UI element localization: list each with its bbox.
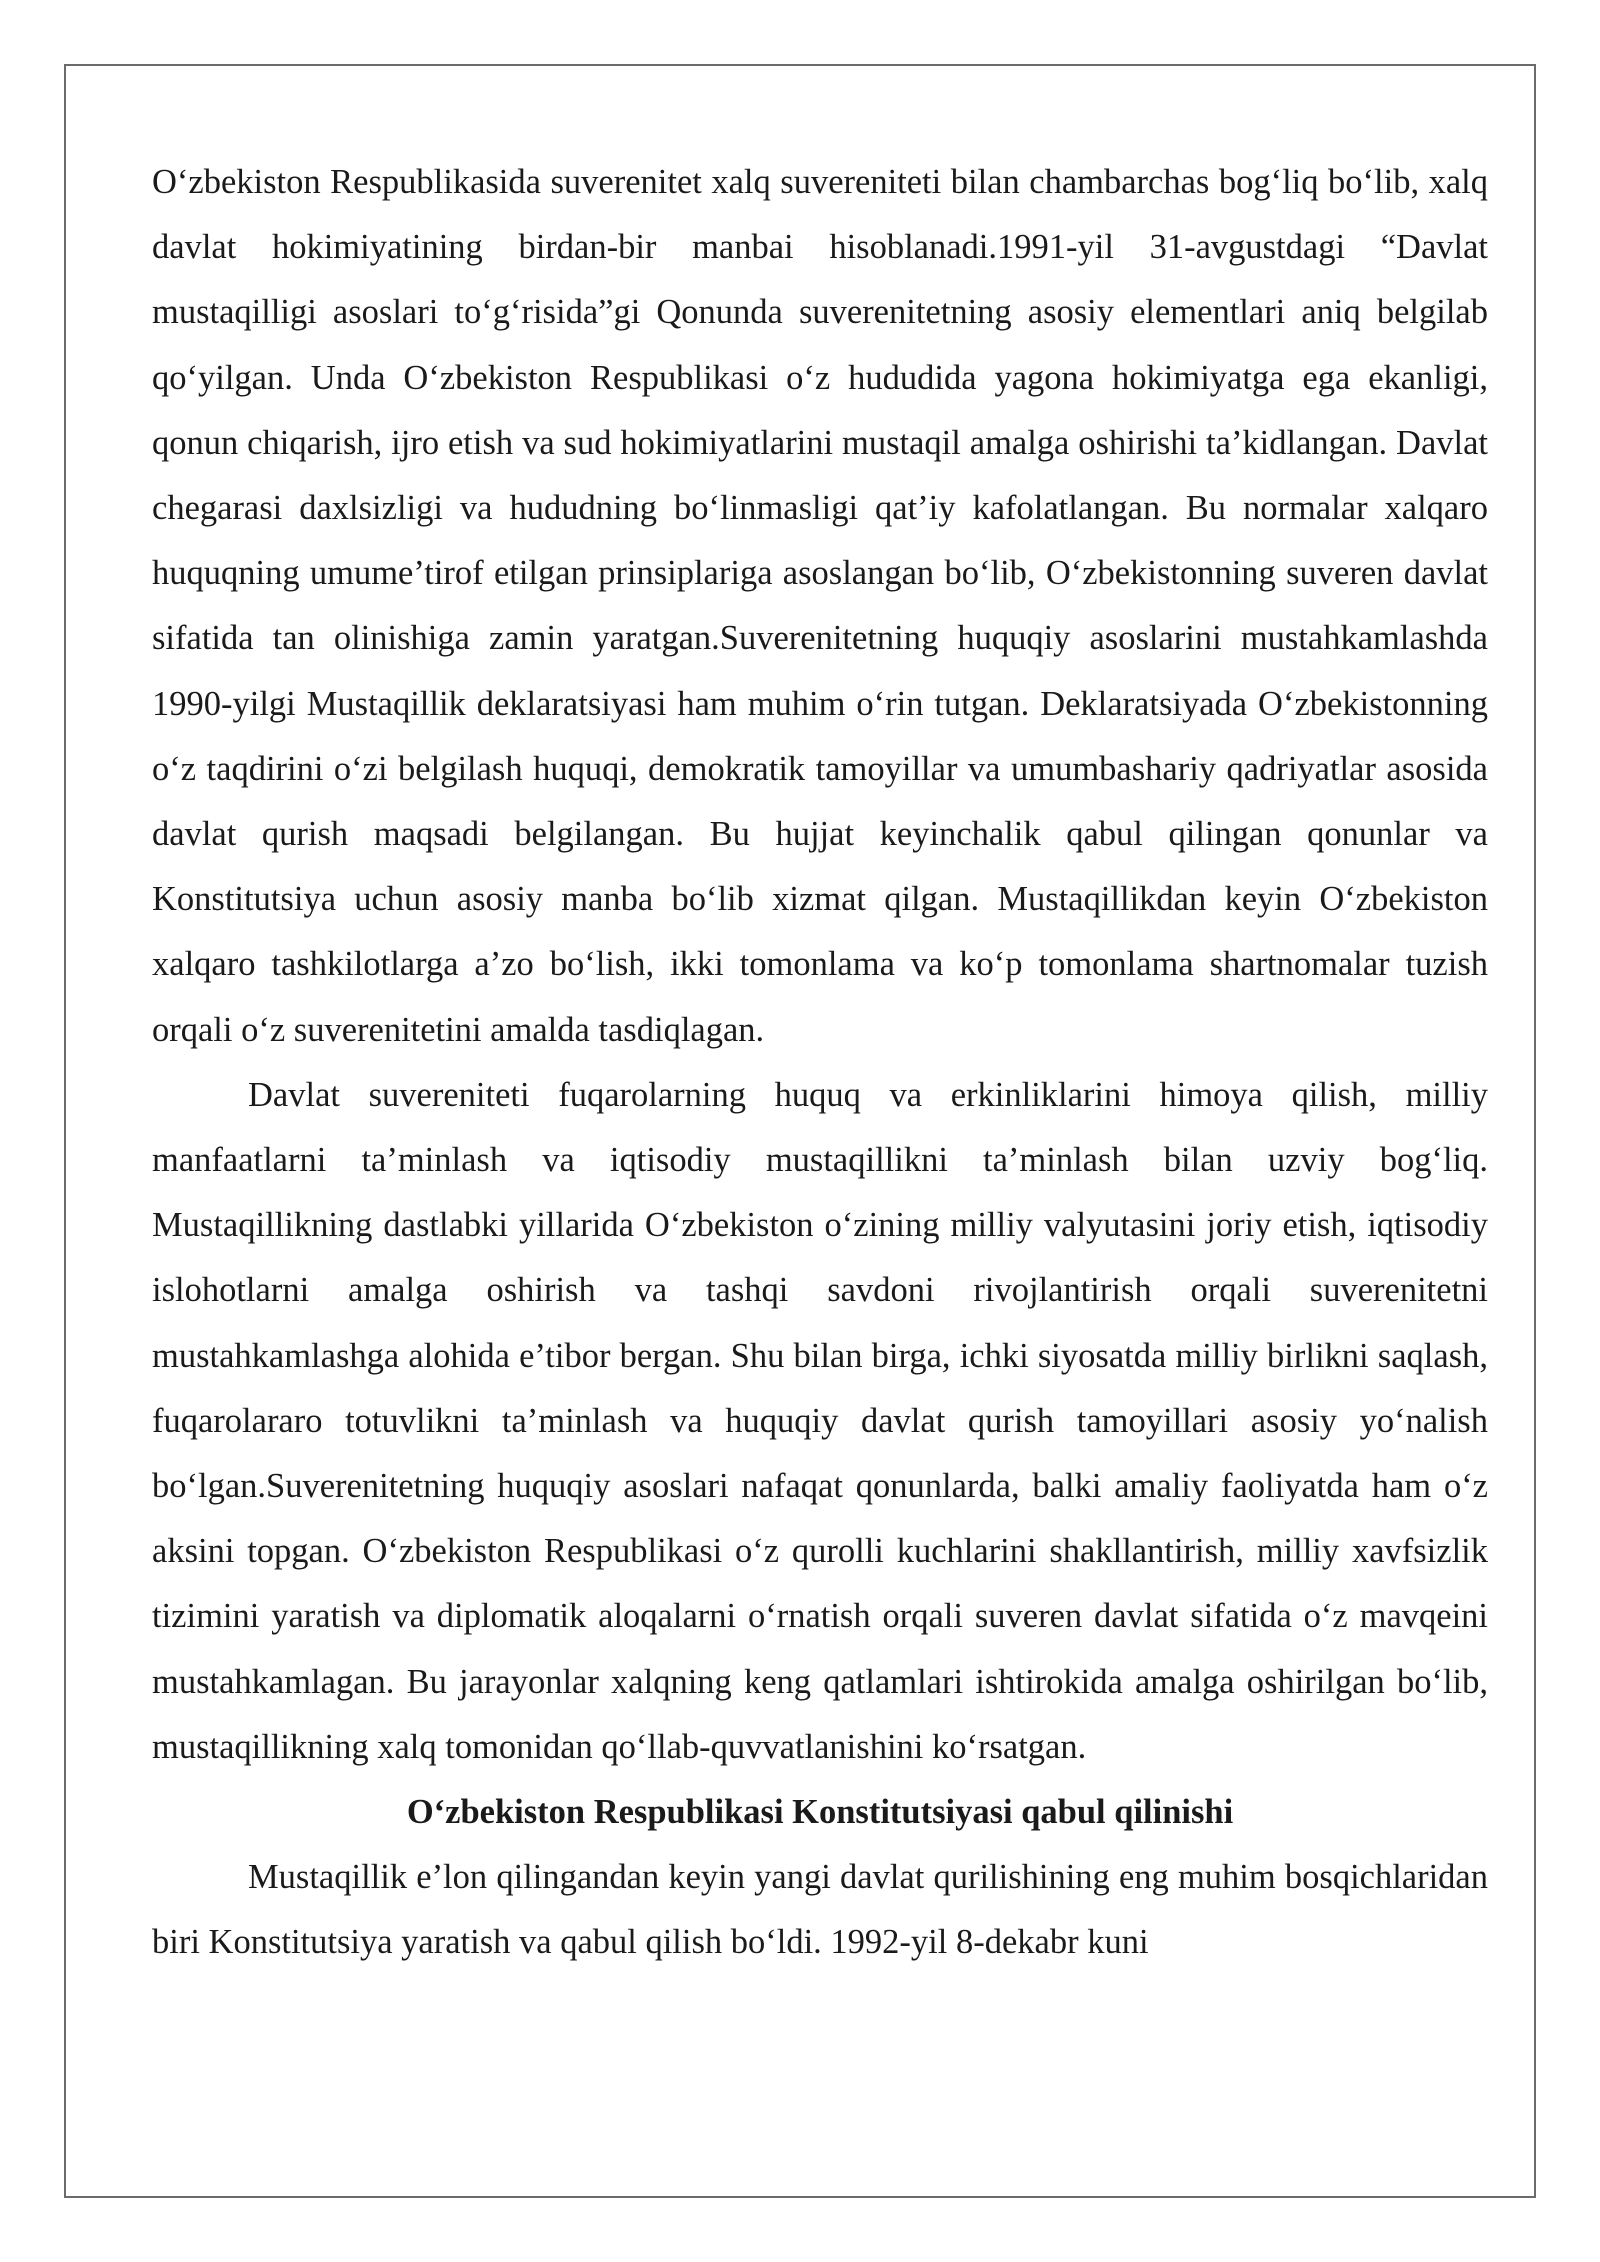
section-heading: O‘zbekiston Respublikasi Konstitutsiyasi qabul qilinishi [406, 1793, 1234, 1832]
paragraph-1: O‘zbekiston Respublikasida suverenitet xalq suvereniteti bilan chambarchas bog‘liq bo‘lib, xalq davlat hokimiyatining birdan-bir manbai hisoblanadi.1991-yil 31-avgustdagi “Davlat mustaqilligi asoslari to‘g‘risida”gi Qonunda suverenitetning asosiy elementlari aniq belgilab qo‘yilgan. Unda O‘zbekiston Respublikasi o‘z hududida yagona hokimiyatga ega ekanligi, qonun chiqarish, ijro etish va sud hokimiyatlarini mustaqil amalga oshirishi ta’kidlangan. Davlat chegarasi daxlsizligi va hududning bo‘linmasligi qat’iy kafolatlangan. Bu normalar xalqaro huquqning umume’tirof etilgan prinsiplariga asoslangan bo‘lib, O‘zbekistonning suveren davlat sifatida tan olinishiga zamin yaratgan.Suverenitetning huquqiy asoslarini mustahkamlashda 1990-yilgi Mustaqillik deklaratsiyasi ham muhim o‘rin tutgan. Deklaratsiyada O‘zbekistonning o‘z taqdirini o‘zi belgilash huquqi, demokratik tamoyillar va umumbashariy qadriyatlar asosida davlat qurish maqsadi belgilangan. Bu hujjat keyinchalik qabul qilingan qonunlar va Konstitutsiya uchun asosiy manba bo‘lib xizmat qilgan. Mustaqillikdan keyin O‘zbekiston xalqaro tashkilotlarga a’zo bo‘lish, ikki tomonlama va ko‘p tomonlama shartnomalar tuzish orqali o‘z suverenitetini amalda tasdiqlagan. [152, 163, 1488, 1049]
paragraph-2: Davlat suvereniteti fuqarolarning huquq va erkinliklarini himoya qilish, milliy manfaatlarni ta’minlash va iqtisodiy mustaqillikni ta’minlash bilan uzviy bog‘liq. Mustaqillikning dastlabki yillarida O‘zbekiston o‘zining milliy valyutasini joriy etish, iqtisodiy islohotlarni amalga oshirish va tashqi savdoni rivojlantirish orqali suverenitetni mustahkamlashga alohida e’tibor bergan. Shu bilan birga, ichki siyosatda milliy birlikni saqlash, fuqarolararo totuvlikni ta’minlash va huquqiy davlat qurish tamoyillari asosiy yo‘nalish bo‘lgan.Suverenitetning huquqiy asoslari nafaqat qonunlarda, balki amaliy faoliyatda ham o‘z aksini topgan. O‘zbekiston Respublikasi o‘z qurolli kuchlarini shakllantirish, milliy xavfsizlik tizimini yaratish va diplomatik aloqalarni o‘rnatish orqali suveren davlat sifatida o‘z mavqeini mustahkamlagan. Bu jarayonlar xalqning keng qatlamlari ishtirokida amalga oshirilgan bo‘lib, mustaqillikning xalq tomonidan qo‘llab-quvvatlanishini ko‘rsatgan. [152, 1075, 1488, 1766]
paragraph-3: Mustaqillik e’lon qilingandan keyin yangi davlat qurilishining eng muhim bosqichlaridan biri Konstitutsiya yaratish va qabul qilish bo‘ldi. 1992-yil 8-dekabr kuni [152, 1858, 1488, 1962]
document-body [152, 150, 1488, 1976]
